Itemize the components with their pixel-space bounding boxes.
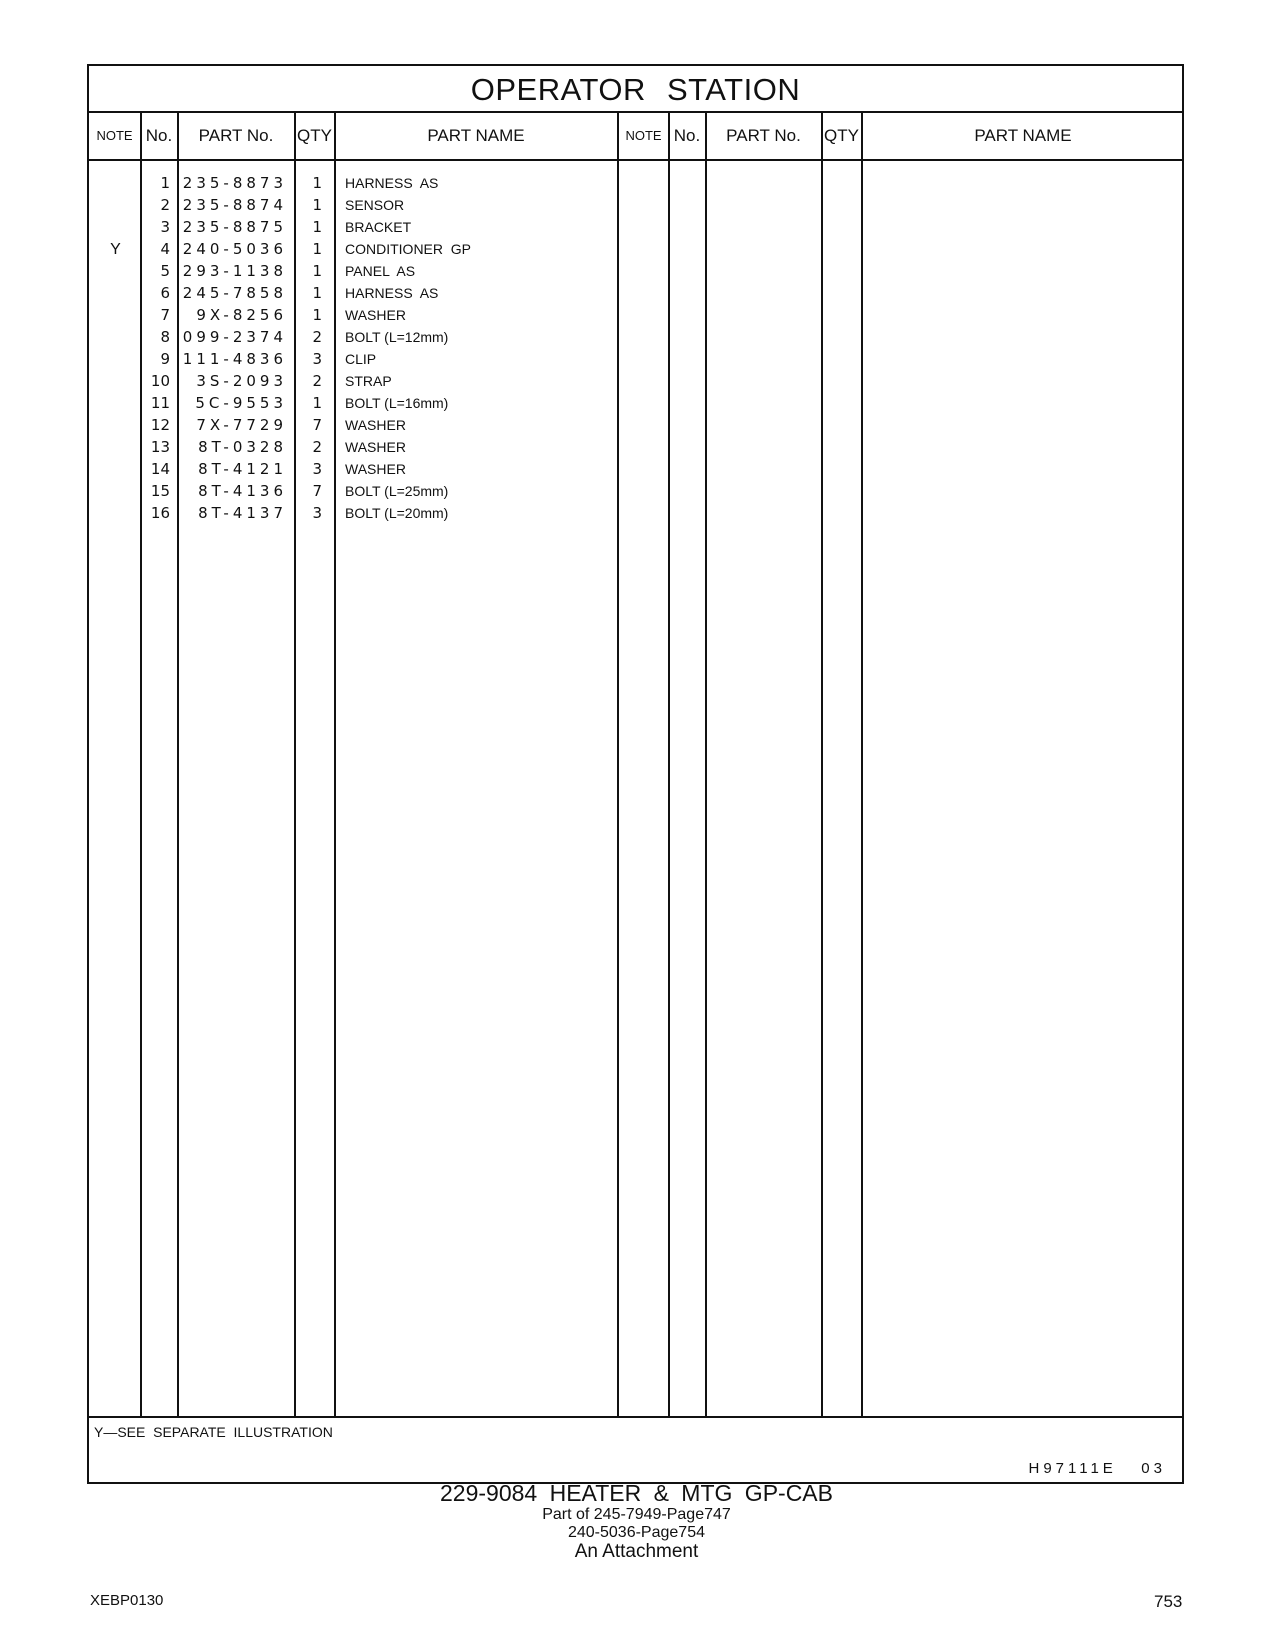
document-id: XEBP0130 — [90, 1592, 164, 1609]
table-header-row — [89, 113, 1182, 161]
part-number-cell: 8T-4137 — [198, 504, 287, 522]
quantity-cell: 1 — [312, 240, 322, 258]
parts-list-sheet — [87, 64, 1184, 1484]
table-row — [89, 480, 1182, 503]
quantity-cell: 1 — [312, 284, 322, 302]
table-row — [89, 370, 1182, 393]
caption-parent-reference: Part of 245-7949-Page747 — [542, 1506, 731, 1523]
part-number-cell: 235-8874 — [182, 196, 287, 214]
quantity-cell: 2 — [312, 438, 322, 456]
item-number-cell: 5 — [160, 262, 170, 280]
quantity-cell: 1 — [312, 218, 322, 236]
part-name-cell: BOLT (L=20mm) — [345, 505, 449, 521]
part-number-cell: 7X-7729 — [196, 416, 287, 434]
part-name-cell: WASHER — [345, 417, 406, 433]
table-row — [89, 282, 1182, 305]
quantity-cell: 1 — [312, 196, 322, 214]
sheet-title: OPERATOR STATION — [89, 66, 1182, 113]
part-name-cell: HARNESS AS — [345, 175, 439, 191]
part-name-cell: BOLT (L=25mm) — [345, 483, 449, 499]
item-number-cell: 15 — [150, 482, 170, 500]
part-name-cell: PANEL AS — [345, 263, 416, 279]
table-row — [89, 194, 1182, 217]
part-name-cell: BOLT (L=16mm) — [345, 395, 449, 411]
quantity-cell: 1 — [312, 306, 322, 324]
part-number-cell: 9X-8256 — [196, 306, 287, 324]
item-number-cell: 11 — [150, 394, 170, 412]
header-note-left: NOTE — [96, 128, 133, 143]
header-part-no-left: PART No. — [198, 126, 274, 145]
item-number-cell: 8 — [160, 328, 170, 346]
part-name-cell: WASHER — [345, 439, 406, 455]
table-row — [89, 436, 1182, 459]
item-number-cell: 9 — [160, 350, 170, 368]
part-number-cell: 8T-4136 — [198, 482, 287, 500]
part-number-cell: 111-4836 — [182, 350, 287, 368]
table-row — [89, 348, 1182, 371]
quantity-cell: 3 — [312, 460, 322, 478]
header-qty-right: QTY — [824, 126, 859, 145]
table-row — [89, 502, 1182, 525]
part-name-cell: BRACKET — [345, 219, 412, 235]
item-number-cell: 16 — [150, 504, 170, 522]
parts-table-body — [89, 161, 1182, 1416]
item-number-cell: 3 — [160, 218, 170, 236]
part-name-cell: BOLT (L=12mm) — [345, 329, 449, 345]
table-row — [89, 304, 1182, 327]
table-row — [89, 260, 1182, 283]
part-number-cell: 5C-9553 — [195, 394, 287, 412]
part-name-cell: CLIP — [345, 351, 377, 367]
table-row — [89, 392, 1182, 415]
drawing-code: H97111E 03 — [1028, 1460, 1166, 1477]
item-number-cell: 10 — [150, 372, 170, 390]
header-no-left: No. — [145, 126, 173, 145]
header-note-right: NOTE — [625, 128, 662, 143]
table-row — [89, 414, 1182, 437]
table-row — [89, 238, 1182, 261]
part-name-cell: SENSOR — [345, 197, 405, 213]
part-name-cell: HARNESS AS — [345, 285, 439, 301]
page-caption — [0, 1480, 1273, 1562]
quantity-cell: 7 — [312, 416, 322, 434]
item-number-cell: 6 — [160, 284, 170, 302]
header-part-name-left: PART NAME — [427, 126, 525, 145]
part-number-cell: 8T-4121 — [198, 460, 287, 478]
part-number-cell: 240-5036 — [182, 240, 287, 258]
header-qty-left: QTY — [297, 126, 332, 145]
table-row — [89, 172, 1182, 195]
note-legend: Y—SEE SEPARATE ILLUSTRATION — [94, 1424, 333, 1440]
caption-attachment: An Attachment — [574, 1541, 699, 1562]
quantity-cell: 1 — [312, 174, 322, 192]
part-name-cell: CONDITIONER GP — [345, 241, 472, 257]
item-number-cell: 4 — [160, 240, 170, 258]
item-number-cell: 2 — [160, 196, 170, 214]
table-row — [89, 326, 1182, 349]
table-row — [89, 216, 1182, 239]
caption-page-reference: 240-5036-Page754 — [567, 1524, 705, 1541]
caption-title: 229-9084 HEATER & MTG GP-CAB — [440, 1480, 833, 1506]
part-number-cell: 8T-0328 — [198, 438, 287, 456]
item-number-cell: 13 — [150, 438, 170, 456]
header-no-right: No. — [673, 126, 701, 145]
page-number: 753 — [1154, 1592, 1183, 1611]
item-number-cell: 7 — [160, 306, 170, 324]
item-number-cell: 14 — [150, 460, 170, 478]
header-part-name-right: PART NAME — [974, 126, 1072, 145]
part-number-cell: 245-7858 — [182, 284, 287, 302]
quantity-cell: 7 — [312, 482, 322, 500]
notes-footer — [89, 1416, 1182, 1484]
quantity-cell: 2 — [312, 328, 322, 346]
item-number-cell: 12 — [150, 416, 170, 434]
quantity-cell: 3 — [312, 350, 322, 368]
quantity-cell: 1 — [312, 394, 322, 412]
part-number-cell: 3S-2093 — [196, 372, 287, 390]
part-number-cell: 235-8873 — [182, 174, 287, 192]
quantity-cell: 2 — [312, 372, 322, 390]
table-row — [89, 458, 1182, 481]
item-number-cell: 1 — [160, 174, 170, 192]
header-part-no-right: PART No. — [726, 126, 801, 145]
part-number-cell: 293-1138 — [182, 262, 287, 280]
part-name-cell: STRAP — [345, 373, 392, 389]
quantity-cell: 1 — [312, 262, 322, 280]
part-number-cell: 235-8875 — [182, 218, 287, 236]
note-cell: Y — [110, 241, 121, 258]
part-number-cell: 099-2374 — [182, 328, 287, 346]
part-name-cell: WASHER — [345, 461, 406, 477]
part-name-cell: WASHER — [345, 307, 406, 323]
quantity-cell: 3 — [312, 504, 322, 522]
